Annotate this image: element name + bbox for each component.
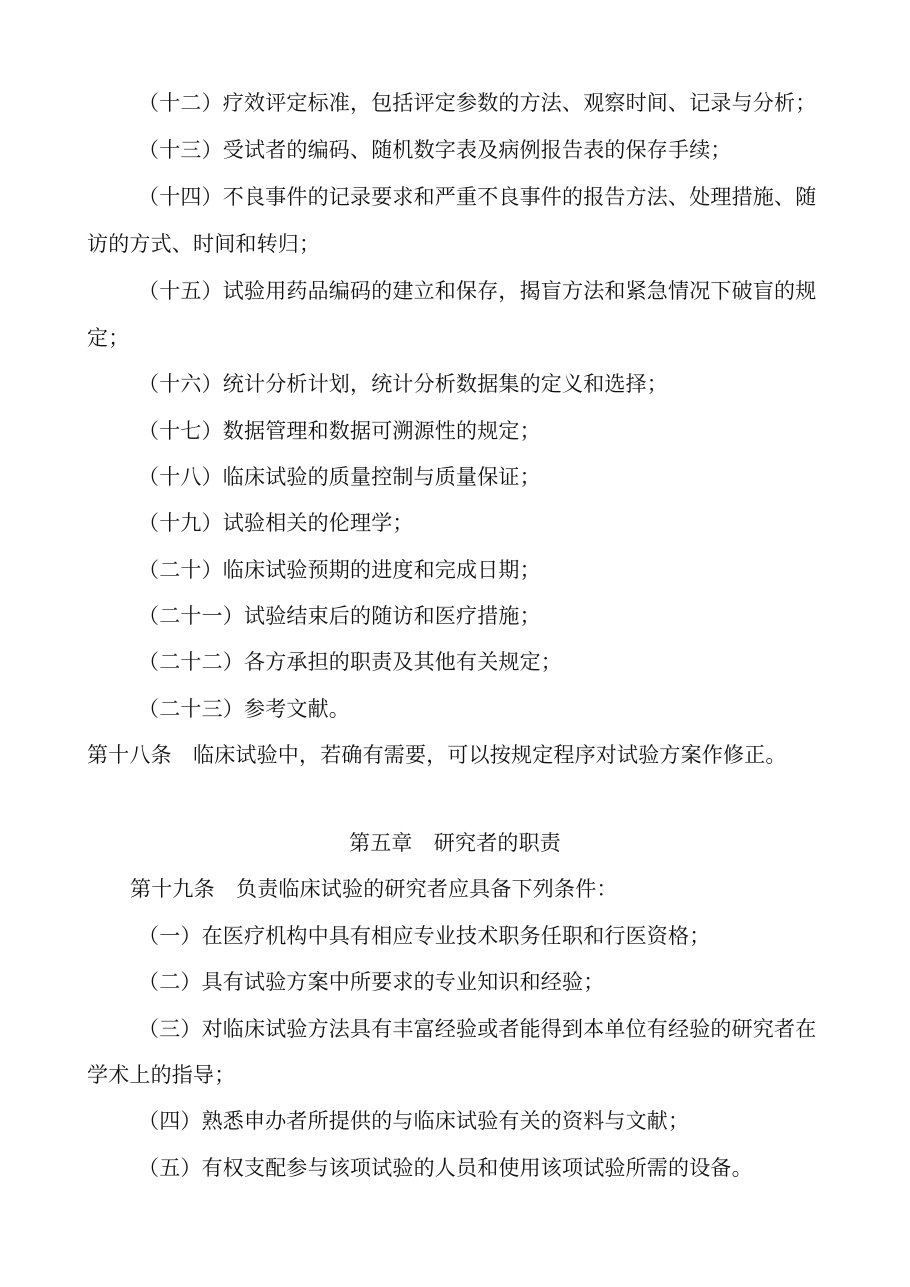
condition-3: （三）对临床试验方法具有丰富经验或者能得到本单位有经验的研究者在: [138, 1017, 817, 1041]
clause-15: （十五）试验用药品编码的建立和保存，揭盲方法和紧急情况下破盲的规: [138, 279, 817, 303]
condition-4: （四）熟悉申办者所提供的与临床试验有关的资料与文献；: [138, 1109, 690, 1133]
clause-20: （二十）临床试验预期的进度和完成日期；: [138, 558, 541, 582]
clause-14: （十四）不良事件的记录要求和严重不良事件的报告方法、处理措施、随: [138, 185, 817, 209]
condition-2: （二）具有试验方案中所要求的专业知识和经验；: [138, 970, 605, 994]
clause-15-continuation: 定；: [87, 326, 130, 350]
clause-14-continuation: 访的方式、时间和转归；: [87, 232, 321, 256]
clause-18: （十八）临床试验的质量控制与质量保证；: [138, 465, 541, 489]
clause-17: （十七）数据管理和数据可溯源性的规定；: [138, 419, 541, 443]
chapter-heading: 第五章 研究者的职责: [349, 831, 561, 855]
article-19: 第十九条 负责临床试验的研究者应具备下列条件：: [130, 877, 618, 901]
clause-12: （十二）疗效评定标准，包括评定参数的方法、观察时间、记录与分析；: [138, 91, 817, 115]
clause-13: （十三）受试者的编码、随机数字表及病例报告表的保存手续；: [138, 138, 732, 162]
clause-23: （二十三）参考文献。: [138, 697, 350, 721]
clause-19: （十九）试验相关的伦理学；: [138, 511, 414, 535]
condition-1: （一）在医疗机构中具有相应专业技术职务任职和行医资格；: [138, 924, 711, 948]
condition-3-continuation: 学术上的指导；: [87, 1063, 236, 1087]
clause-16: （十六）统计分析计划，统计分析数据集的定义和选择；: [138, 372, 668, 396]
clause-21: （二十一）试验结束后的随访和医疗措施；: [138, 604, 541, 628]
condition-5: （五）有权支配参与该项试验的人员和使用该项试验所需的设备。: [138, 1156, 753, 1180]
article-18: 第十八条 临床试验中，若确有需要，可以按规定程序对试验方案作修正。: [87, 743, 787, 767]
clause-22: （二十二）各方承担的职责及其他有关规定；: [138, 650, 562, 674]
